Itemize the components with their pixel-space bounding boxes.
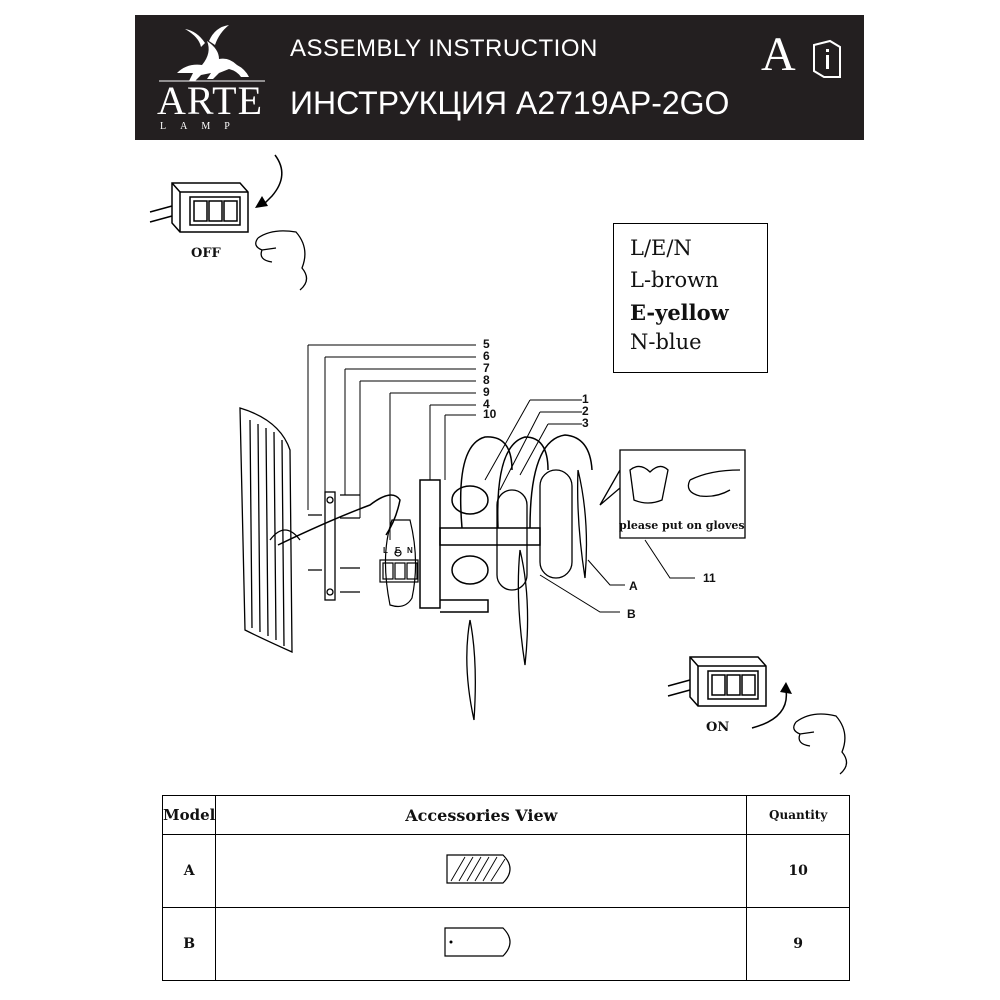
- terminal-block: [380, 520, 418, 606]
- callout-4: 4: [483, 397, 490, 411]
- callout-a: A: [629, 579, 638, 593]
- column-header-model: Model: [163, 796, 216, 835]
- on-label: ON: [706, 720, 730, 735]
- arrow-down-curved-icon: [262, 155, 282, 206]
- legend-line-4: N-blue: [630, 330, 702, 354]
- row-model-a: A: [163, 835, 216, 908]
- hand-icon-off: [256, 231, 307, 290]
- accessory-image-a: [216, 835, 747, 908]
- switch-box-off: [150, 183, 248, 232]
- callout-5: 5: [483, 337, 490, 351]
- column-header-quantity: Quantity: [747, 796, 850, 835]
- table-header-row: [163, 796, 850, 835]
- legend-line-3: E-yellow: [630, 300, 729, 325]
- row-quantity-a: 10: [747, 835, 850, 908]
- crystal-pendant-icon: [441, 853, 521, 885]
- lamp-backplate: [420, 480, 540, 612]
- callout-11: 11: [703, 571, 716, 585]
- mounting-bracket: [308, 492, 360, 600]
- brand-subtitle: LAMP: [160, 121, 244, 132]
- document-letter: A: [761, 28, 796, 81]
- legend-line-1: L/E/N: [630, 236, 692, 260]
- terminal-n: N: [407, 546, 413, 555]
- callout-lines: [308, 345, 695, 612]
- terminal-l: L: [383, 546, 388, 555]
- table-row: [163, 835, 850, 908]
- arrow-up-curved-icon: [752, 690, 786, 728]
- switch-box-on: [668, 657, 766, 706]
- callout-b: B: [627, 607, 636, 621]
- terminal-e: E: [395, 546, 401, 555]
- callout-2: 2: [582, 404, 589, 418]
- wall-section: [240, 408, 300, 652]
- callout-10: 10: [483, 407, 497, 421]
- callout-7: 7: [483, 361, 490, 375]
- column-header-accessories: Accessories View: [216, 796, 747, 835]
- callout-8: 8: [483, 373, 490, 387]
- title-english: ASSEMBLY INSTRUCTION: [290, 35, 598, 62]
- hand-icon-on: [794, 714, 847, 774]
- supply-wire: [278, 495, 400, 545]
- callout-9: 9: [483, 385, 490, 399]
- glass-shade-icon: [441, 926, 521, 958]
- legend-line-2: L-brown: [630, 268, 719, 292]
- row-quantity-b: 9: [747, 908, 850, 981]
- callout-6: 6: [483, 349, 490, 363]
- table-row: [163, 908, 850, 981]
- accessories-table: [162, 795, 850, 981]
- brand-wordmark: ARTE: [157, 78, 264, 123]
- off-label: OFF: [191, 246, 221, 261]
- accessory-image-b: [216, 908, 747, 981]
- wire-color-legend: [613, 223, 768, 373]
- callout-3: 3: [582, 416, 589, 430]
- row-model-b: B: [163, 908, 216, 981]
- title-russian: ИНСТРУКЦИЯ A2719AP-2GO: [290, 85, 730, 121]
- callout-1: 1: [582, 392, 589, 406]
- gloves-note: please put on gloves: [619, 519, 745, 532]
